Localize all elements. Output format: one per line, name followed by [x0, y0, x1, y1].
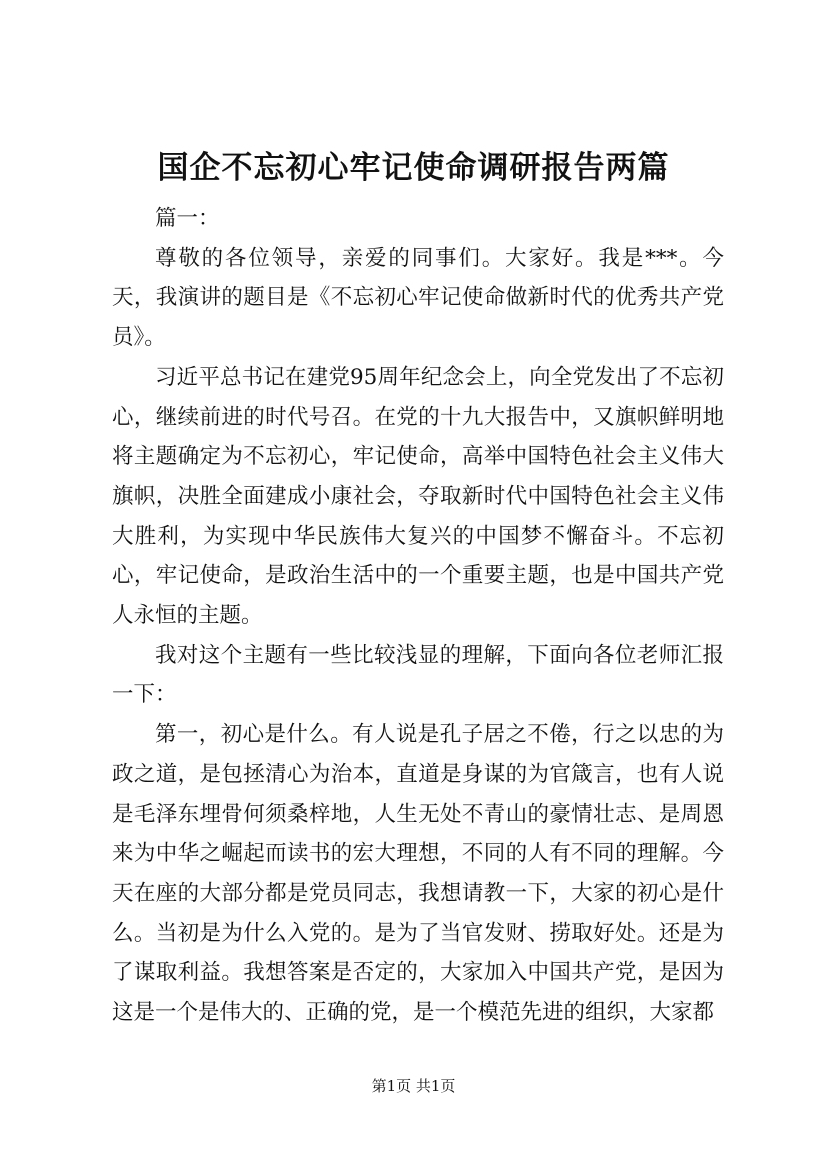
document-title: 国企不忘初心牢记使命调研报告两篇 — [157, 150, 670, 186]
paragraph-background: 习近平总书记在建党95周年纪念会上，向全党发出了不忘初心，继续前进的时代号召。在党的十九大报告中，又旗帜鲜明地将主题确定为不忘初心，牢记使命，高举中国特色社会主义伟大旗帜，决胜全面建成小康社会，夺取新时代中国特色社会主义伟大胜利，为实现中华民族伟大复兴的中国梦不懈奋斗。不忘初心，牢记使命，是政治生活中的一个重要主题，也是中国共产党人永恒的主题。 — [112, 364, 724, 629]
paragraph-section-label: 篇一： — [155, 206, 220, 231]
paragraph-point-one: 第一，初心是什么。有人说是孔子居之不倦，行之以忠的为政之道，是包拯清心为治本，直道是身谋的为官箴言，也有人说是毛泽东埋骨何须桑梓地，人生无处不青山的豪情壮志、是周恩来为中华之崛起而读书的宏大理想，不同的人有不同的理解。今天在座的大部分都是党员同志，我想请教一下，大家的初心是什么。当初是为什么入党的。是为了当官发财、捞取好处。还是为了谋取利益。我想答案是否定的，大家加入中国共产党，是因为这是一个是伟大的、正确的党，是一个模范先进的组织，大家都 — [112, 722, 724, 1026]
page-footer: 第1页 共1页 — [371, 1077, 456, 1095]
paragraph-greeting: 尊敬的各位领导，亲爱的同事们。大家好。我是***。今天，我演讲的题目是《不忘初心牢记使命做新时代的优秀共产党员》。 — [112, 245, 724, 351]
paragraph-intro: 我对这个主题有一些比较浅显的理解，下面向各位老师汇报一下： — [112, 642, 724, 708]
document-body — [112, 199, 724, 1033]
